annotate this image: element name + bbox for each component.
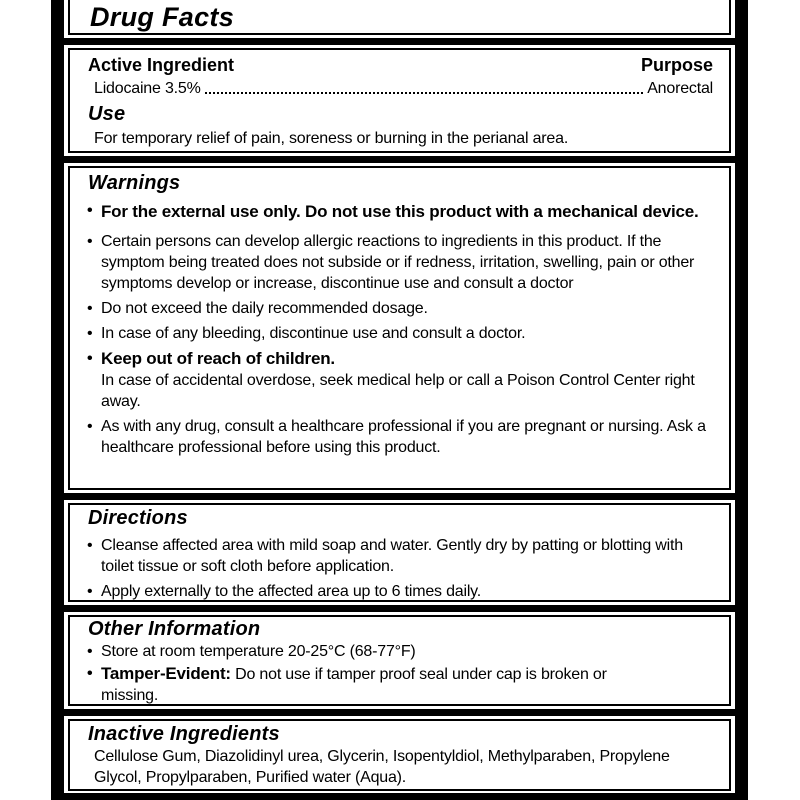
section-divider [51, 602, 748, 615]
directions-heading: Directions [88, 507, 188, 529]
bullet-icon: • [87, 350, 93, 367]
other-information-heading: Other Information [88, 618, 261, 640]
section-divider [51, 490, 748, 503]
other-info-tamper-evident [87, 663, 719, 706]
divider-bar [51, 156, 748, 163]
section-divider [51, 706, 748, 719]
active-ingredient-heading: Active Ingredient [88, 55, 235, 75]
warning-external-use [87, 200, 719, 223]
use-heading: Use [88, 103, 126, 125]
ingredient-row [70, 76, 729, 99]
bullet-icon: • [87, 233, 93, 250]
other-info-storage [87, 641, 719, 662]
warning-keep-out-of-reach [87, 348, 719, 412]
inactive-ingredients-section [68, 719, 731, 791]
direction-text: Apply externally to the affected area up to 6 times daily. [101, 583, 482, 600]
bullet-icon: • [87, 537, 93, 554]
direction-apply [87, 581, 719, 602]
purpose-heading: Purpose [640, 55, 713, 75]
other-information-section [68, 615, 731, 706]
direction-text: Cleanse affected area with mild soap and water. Gently dry by patting or blotting with toilet tissue or soft cloth before application. [101, 537, 683, 575]
warning-text-bold: Keep out of reach of children. [101, 349, 335, 368]
warning-text-sub: In case of accidental overdose, seek medical help or call a Poison Control Center right away. [101, 372, 695, 410]
warning-bleeding [87, 323, 719, 344]
page-title: Drug Facts [90, 2, 235, 32]
tamper-evident-text [101, 663, 631, 706]
ingredient-name: Lidocaine 3.5% [94, 80, 201, 97]
inactive-ingredients-heading: Inactive Ingredients [88, 723, 280, 745]
bullet-icon: • [87, 325, 93, 342]
warning-text: For the external use only. Do not use this product with a mechanical device. [101, 202, 699, 221]
left-frame-bar [51, 0, 64, 800]
label-sections [51, 0, 748, 800]
use-text: For temporary relief of pain, soreness or burning in the perianal area. [94, 130, 569, 147]
warning-dosage [87, 298, 719, 319]
divider-bar [51, 605, 748, 612]
warning-text: As with any drug, consult a healthcare professional if you are pregnant or nursing. Ask a healthcare professional before using this product. [101, 418, 706, 456]
section-divider [51, 153, 748, 166]
directions-section [68, 503, 731, 602]
warnings-section [68, 166, 731, 490]
warning-allergic-reactions [87, 231, 719, 294]
bullet-icon: • [87, 665, 93, 682]
inactive-ingredients-text: Cellulose Gum, Diazolidinyl urea, Glycerin, Isopentyldiol, Methylparaben, Propylene Glycol, Propylparaben, Purified water (Aqua). [94, 748, 670, 786]
divider-bar [51, 493, 748, 500]
tamper-evident-label: Tamper-Evident: [101, 664, 231, 683]
bullet-icon: • [87, 583, 93, 600]
bottom-frame-bar [51, 793, 748, 800]
warning-pregnant-nursing [87, 416, 719, 458]
storage-text: Store at room temperature 20-25°C (68-77°F) [101, 643, 416, 660]
bullet-icon: • [87, 202, 93, 219]
direction-cleanse [87, 535, 719, 577]
warnings-list [70, 194, 729, 458]
bullet-icon: • [87, 418, 93, 435]
active-ingredient-section [68, 48, 731, 153]
warning-text: In case of any bleeding, discontinue use and consult a doctor. [101, 325, 526, 342]
section-divider [51, 35, 748, 48]
warning-text: Certain persons can develop allergic reactions to ingredients in this product. If the symptom being treated does not subside or if redness, irritation, swelling, pain or other symptoms develop or increase, discontinue use and consult a doctor [101, 233, 695, 292]
right-frame-bar [735, 0, 748, 800]
tamper-evident-body: Do not use if tamper proof seal under cap is broken or missing. [101, 666, 607, 704]
other-information-list [70, 641, 729, 706]
dotted-leader [205, 79, 644, 94]
warning-text: Do not exceed the daily recommended dosage. [101, 300, 428, 317]
active-ingredient-header-row [70, 55, 729, 76]
drug-facts-label [51, 0, 748, 800]
title-box [68, 0, 731, 35]
divider-bar [51, 709, 748, 716]
divider-bar [51, 38, 748, 45]
directions-list [70, 529, 729, 602]
bullet-icon: • [87, 300, 93, 317]
purpose-value: Anorectal [647, 80, 713, 97]
bullet-icon: • [87, 643, 93, 660]
warnings-heading: Warnings [88, 172, 181, 194]
